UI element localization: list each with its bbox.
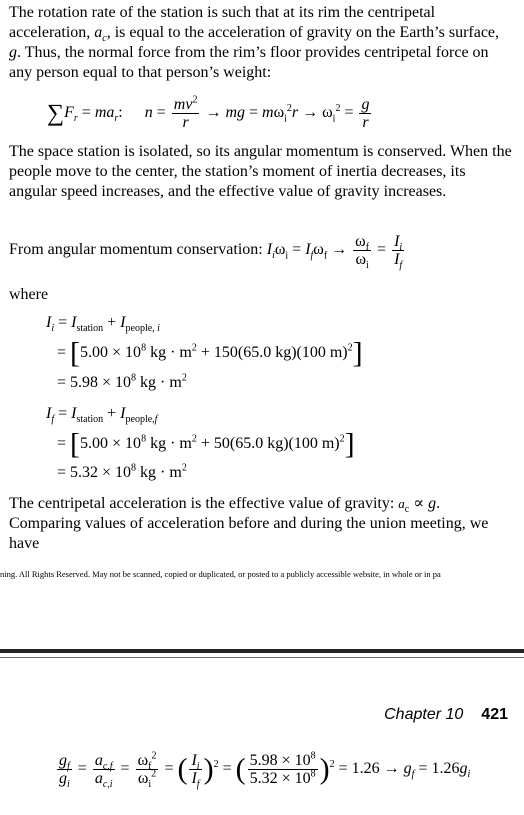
- page-header: [384, 706, 508, 724]
- equation-Ii-values: = [$5.00 \times 10^8$ kg · $m^2 + 150(65.0$ kg)(100 m)$^2$]: [57, 336, 363, 370]
- equation-Ii-result: = $5.98 \times 10^8$ kg · $m^2$: [57, 372, 187, 391]
- equation-newton-second-law: $\sum F_r = ma_r$: n = $\frac{mv^2}{r}$ → mg = $m\omega_i^2r \to \omega_i^2$ = $\frac{g}{r}$: [47, 94, 370, 131]
- page-number: 421: [481, 706, 508, 723]
- equation-Ii-definition: $I_i = I_{station} + I_{people, i}$: [46, 314, 160, 335]
- equation-If-definition: $I_f = I_{station} + I_{people,f}$: [46, 405, 158, 426]
- copyright-notice: ning. All Rights Reserved. May not be scanned, copied or duplicated, or posted to a publicly accessible website, in whole or in pa: [0, 569, 441, 579]
- page-divider-thick: [0, 649, 524, 653]
- paragraph-centripetal: The rotation rate of the station is such that at its rim the centripetal acceleration, $a_c$, is equal to the acceleration of gravity on the Earth’s surface, g. Thus, the normal force from the rim’s floor provides centripetal force on any person equal to that person’s weight:: [9, 4, 500, 81]
- chapter-label: Chapter 10: [384, 706, 464, 723]
- paragraph-isolated-station: The space station is isolated, so its angular momentum is conserved. When the people move to the center, the station’s moment of inertia decreases, its angular speed increases, and the effective value of gravity increases.: [9, 143, 512, 200]
- equation-gravity-ratio: $\frac{g_f}{g_i}$ = $\frac{a_{c,f}}{a_{c,i}}$ = $\frac{\omega_f^2}{\omega_i^2}$ = ( $\frac{I_i}{I_f}$ )$^2$ = ( $\frac{5.98 \times 10^8}{5.32 \times 10^8}$ )$^2 = 1.26 \to g_f = 1.26g_i$: [59, 750, 471, 791]
- equation-If-values: = [$5.00 \times 10^8$ kg · $m^2 + 50(65.0$ kg)(100 m)$^2$]: [57, 427, 355, 461]
- equation-angular-momentum: From angular momentum conservation: $I_i\omega_i = I_f\omega_f$ → $\frac{\omega_f}{\omega_i}$ = $\frac{I_i}{I_f}$: [9, 233, 403, 272]
- where-label: where: [9, 286, 49, 303]
- equation-If-result: = $5.32 \times 10^8$ kg · $m^2$: [57, 462, 187, 481]
- paragraph-effective-gravity: The centripetal acceleration is the effective value of gravity: $a_c \propto g$. Comparing values of acceleration before and during the union meeting, we have: [9, 495, 489, 552]
- page-divider-thin: [0, 657, 524, 658]
